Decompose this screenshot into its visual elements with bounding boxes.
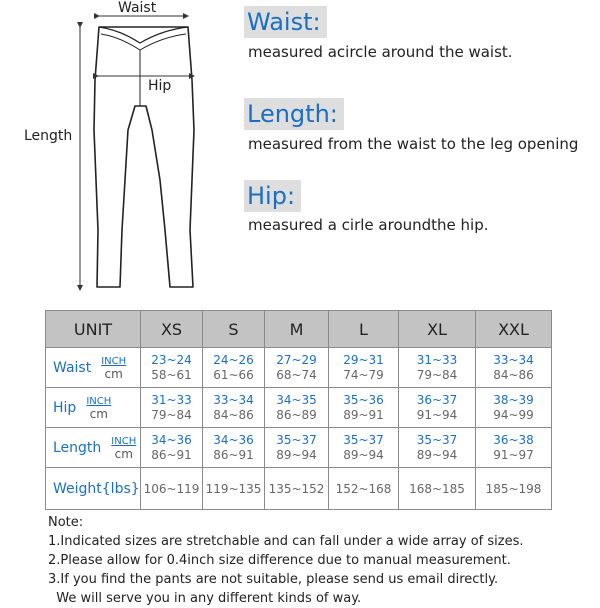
table-header-row bbox=[46, 311, 552, 348]
cm-value: 84~86 bbox=[493, 367, 534, 382]
inch-value: 34~35 bbox=[276, 392, 317, 407]
inch-value: 33~34 bbox=[213, 392, 254, 407]
cm-value: 61~66 bbox=[213, 367, 254, 382]
header-cell: L bbox=[329, 311, 399, 348]
cm-value: 79~84 bbox=[151, 407, 192, 422]
row-label-cell bbox=[46, 388, 141, 428]
inch-value: 35~36 bbox=[343, 392, 384, 407]
note-item: 3.If you find the pants are not suitable, please send us email directly. bbox=[48, 572, 499, 587]
row-label: Length bbox=[53, 439, 102, 456]
inch-value: 34~36 bbox=[151, 432, 192, 447]
size-cell bbox=[265, 428, 329, 468]
size-chart-table bbox=[45, 310, 552, 510]
note-item: 1.Indicated sizes are stretchable and can fall under a wide array of sizes. bbox=[48, 534, 524, 549]
unit-cm: cm bbox=[114, 446, 133, 461]
table-row bbox=[46, 388, 552, 428]
size-cell bbox=[203, 348, 265, 388]
inch-value: 31~33 bbox=[151, 392, 192, 407]
weight-row-label: Weight{lbs} bbox=[46, 468, 141, 510]
inch-value: 35~37 bbox=[343, 432, 384, 447]
notes bbox=[48, 513, 523, 608]
size-cell bbox=[265, 348, 329, 388]
size-cell bbox=[203, 388, 265, 428]
cm-value: 86~91 bbox=[151, 447, 192, 462]
cm-value: 89~91 bbox=[343, 407, 384, 422]
weight-cell: 106~119 bbox=[141, 468, 203, 510]
weight-cell: 168~185 bbox=[399, 468, 476, 510]
size-cell bbox=[329, 428, 399, 468]
size-cell bbox=[476, 388, 552, 428]
inch-value: 24~26 bbox=[213, 352, 254, 367]
length-label: Length bbox=[24, 128, 73, 144]
size-cell bbox=[265, 388, 329, 428]
leggings-outline-icon bbox=[0, 0, 240, 300]
cm-value: 89~94 bbox=[343, 447, 384, 462]
hip-definition-title: Hip: bbox=[244, 180, 301, 212]
size-cell bbox=[141, 348, 203, 388]
inch-value: 38~39 bbox=[493, 392, 534, 407]
unit-labels bbox=[101, 355, 126, 381]
table-row bbox=[46, 428, 552, 468]
size-cell bbox=[329, 388, 399, 428]
note-item: 2.Please allow for 0.4inch size difference due to manual measurement. bbox=[48, 553, 511, 568]
cm-value: 94~99 bbox=[493, 407, 534, 422]
inch-value: 34~36 bbox=[213, 432, 254, 447]
row-label: Waist bbox=[53, 359, 92, 376]
cm-value: 91~97 bbox=[493, 447, 534, 462]
waist-label: Waist bbox=[118, 0, 157, 16]
inch-value: 23~24 bbox=[151, 352, 192, 367]
unit-inch: INCH bbox=[101, 355, 127, 367]
row-label: Hip bbox=[53, 399, 77, 416]
cm-value: 86~91 bbox=[213, 447, 254, 462]
inch-value: 36~37 bbox=[416, 392, 458, 407]
unit-labels bbox=[111, 435, 136, 461]
waist-definition-text: measured acircle around the waist. bbox=[248, 43, 513, 61]
weight-cell: 135~152 bbox=[265, 468, 329, 510]
length-definition-title: Length: bbox=[244, 98, 344, 130]
header-cell: S bbox=[203, 311, 265, 348]
cm-value: 79~84 bbox=[416, 367, 458, 382]
unit-cm: cm bbox=[89, 406, 108, 421]
unit-labels bbox=[86, 395, 111, 421]
length-definition-text: measured from the waist to the leg opening bbox=[248, 135, 579, 153]
header-cell: XL bbox=[399, 311, 476, 348]
hip-label: Hip bbox=[148, 78, 172, 94]
unit-cm: cm bbox=[104, 366, 123, 381]
inch-value: 35~37 bbox=[416, 432, 458, 447]
cm-value: 89~94 bbox=[276, 447, 317, 462]
cm-value: 91~94 bbox=[416, 407, 458, 422]
size-cell bbox=[399, 428, 476, 468]
cm-value: 74~79 bbox=[343, 367, 384, 382]
inch-value: 36~38 bbox=[493, 432, 534, 447]
size-cell bbox=[203, 428, 265, 468]
inch-value: 33~34 bbox=[493, 352, 534, 367]
unit-inch: INCH bbox=[111, 435, 137, 447]
weight-cell: 185~198 bbox=[476, 468, 552, 510]
weight-row bbox=[46, 468, 552, 510]
cm-value: 84~86 bbox=[213, 407, 254, 422]
inch-value: 27~29 bbox=[276, 352, 317, 367]
row-label-cell bbox=[46, 428, 141, 468]
inch-value: 29~31 bbox=[343, 352, 384, 367]
pants-diagram bbox=[0, 0, 240, 300]
inch-value: 31~33 bbox=[416, 352, 458, 367]
size-cell bbox=[476, 428, 552, 468]
cm-value: 68~74 bbox=[276, 367, 317, 382]
weight-cell: 119~135 bbox=[203, 468, 265, 510]
size-cell bbox=[399, 348, 476, 388]
note-item: We will serve you in any different kinds of way. bbox=[48, 591, 362, 606]
row-label-cell bbox=[46, 348, 141, 388]
leggings-outline bbox=[94, 27, 194, 287]
cm-value: 86~89 bbox=[276, 407, 317, 422]
notes-title: Note: bbox=[48, 515, 84, 530]
cm-value: 58~61 bbox=[151, 367, 192, 382]
header-cell: M bbox=[265, 311, 329, 348]
unit-inch: INCH bbox=[86, 395, 112, 407]
size-cell bbox=[329, 348, 399, 388]
cm-value: 89~94 bbox=[416, 447, 458, 462]
header-cell: XXL bbox=[476, 311, 552, 348]
header-cell: UNIT bbox=[46, 311, 141, 348]
table-row bbox=[46, 348, 552, 388]
waist-definition-title: Waist: bbox=[244, 6, 327, 38]
size-cell bbox=[399, 388, 476, 428]
size-cell bbox=[476, 348, 552, 388]
weight-cell: 152~168 bbox=[329, 468, 399, 510]
size-cell bbox=[141, 428, 203, 468]
hip-definition-text: measured a cirle aroundthe hip. bbox=[248, 216, 489, 234]
header-cell: XS bbox=[141, 311, 203, 348]
size-cell bbox=[141, 388, 203, 428]
inch-value: 35~37 bbox=[276, 432, 317, 447]
